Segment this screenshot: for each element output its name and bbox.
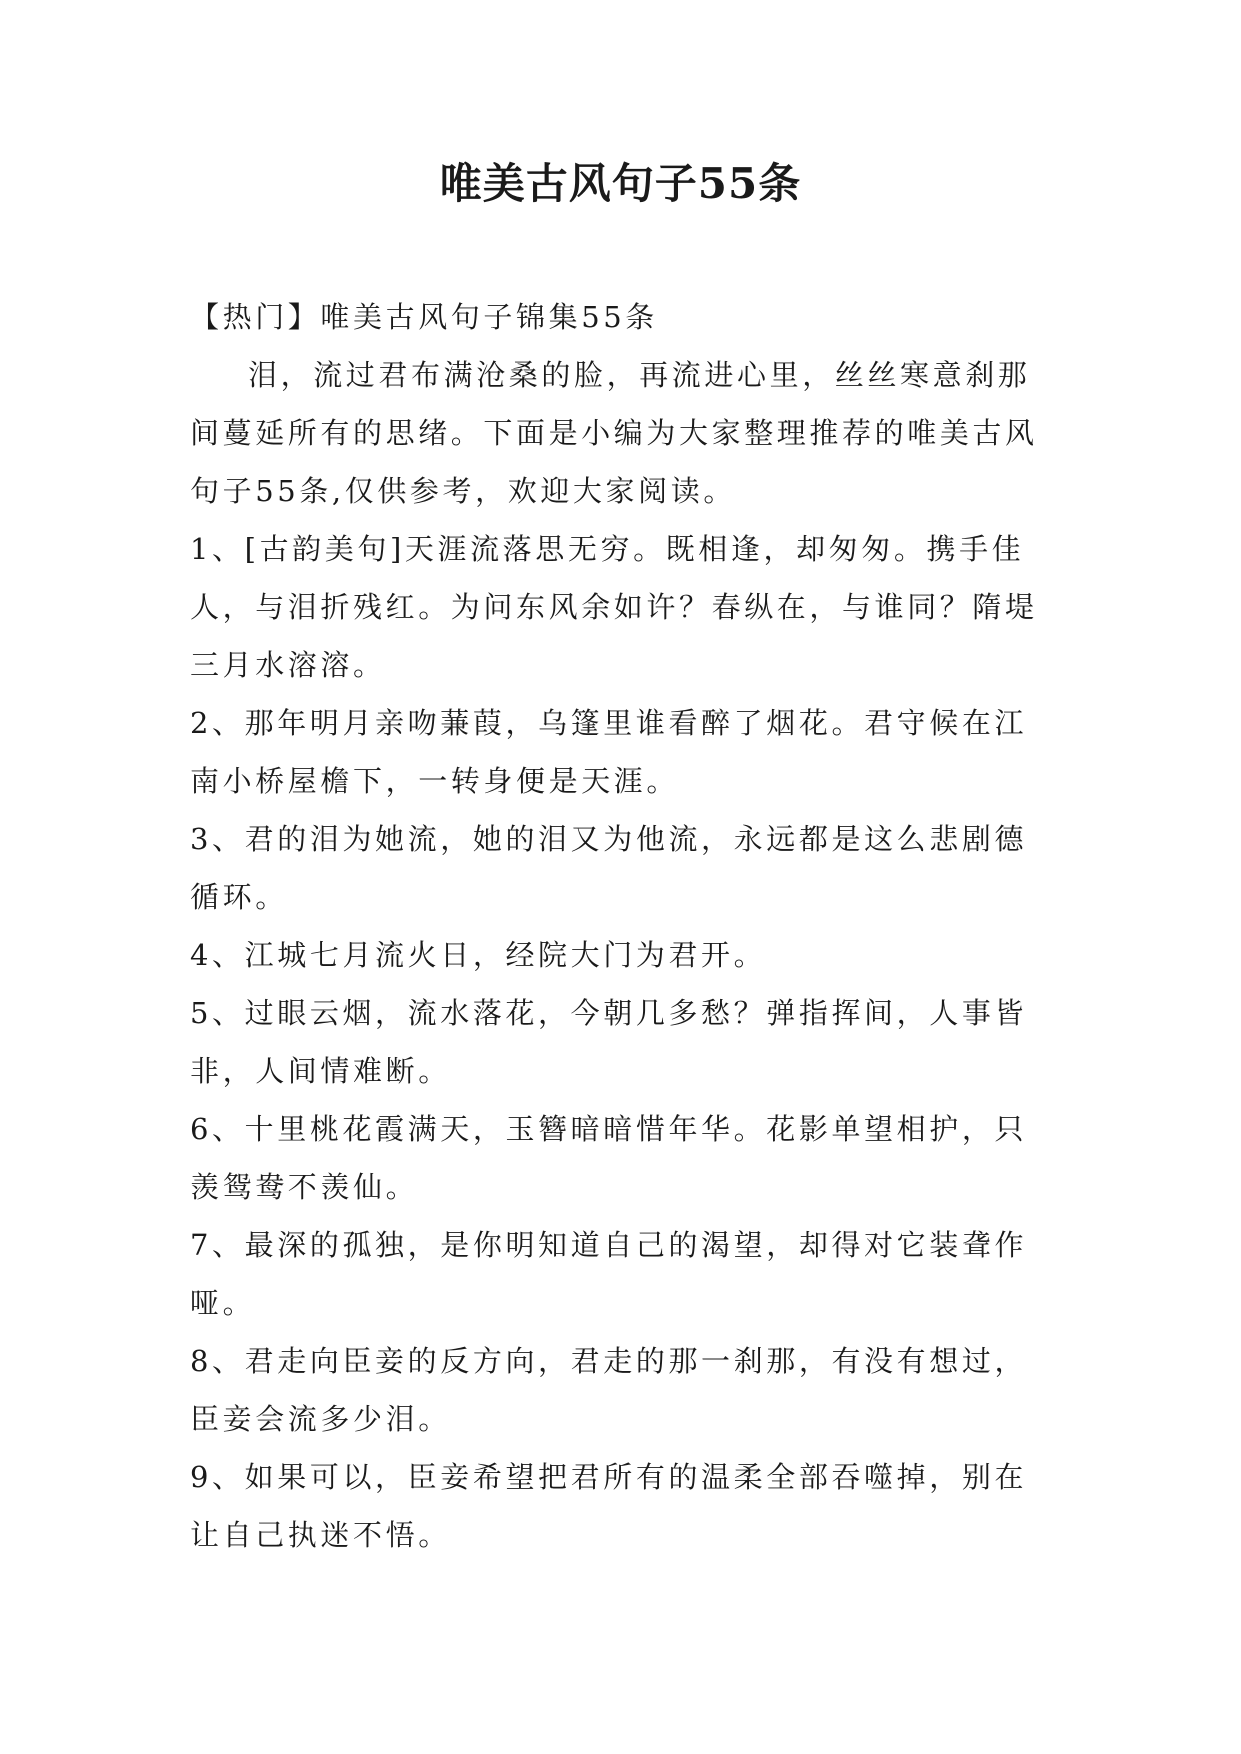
list-item-9: 9、如果可以，臣妾希望把君所有的温柔全部吞噬掉，别在让自己执迷不悟。 — [190, 1460, 1028, 1552]
intro-paragraph: 泪，流过君布满沧桑的脸，再流进心里，丝丝寒意刹那间蔓延所有的思绪。下面是小编为大家整理推荐的唯美古风句子55条,仅供参考，欢迎大家阅读。 — [190, 358, 1038, 508]
list-item-2: 2、那年明月亲吻蒹葭，乌篷里谁看醉了烟花。君守候在江南小桥屋檐下，一转身便是天涯。 — [190, 706, 1028, 798]
list-item-8: 8、君走向臣妾的反方向，君走的那一刹那，有没有想过，臣妾会流多少泪。 — [190, 1344, 1028, 1436]
document-body — [190, 288, 1056, 1564]
list-item-7: 7、最深的孤独，是你明知道自己的渴望，却得对它装聋作哑。 — [190, 1228, 1028, 1320]
list-item-5: 5、过眼云烟，流水落花，今朝几多愁？弹指挥间，人事皆非，人间情难断。 — [190, 996, 1028, 1088]
section-heading: 【热门】唯美古风句子锦集55条 — [190, 300, 658, 334]
list-item-4: 4、江城七月流火日，经院大门为君开。 — [190, 938, 767, 972]
document-title: 唯美古风句子55条 — [439, 159, 802, 208]
list-item-6: 6、十里桃花霞满天，玉簪暗暗惜年华。花影单望相护，只羡鸳鸯不羡仙。 — [190, 1112, 1028, 1204]
list-item-1: 1、[古韵美句]天涯流落思无穷。既相逢，却匆匆。携手佳人，与泪折残红。为问东风余如许？春纵在，与谁同？隋堤三月水溶溶。 — [190, 532, 1038, 682]
list-item-3: 3、君的泪为她流，她的泪又为他流，永远都是这么悲剧德循环。 — [190, 822, 1028, 914]
